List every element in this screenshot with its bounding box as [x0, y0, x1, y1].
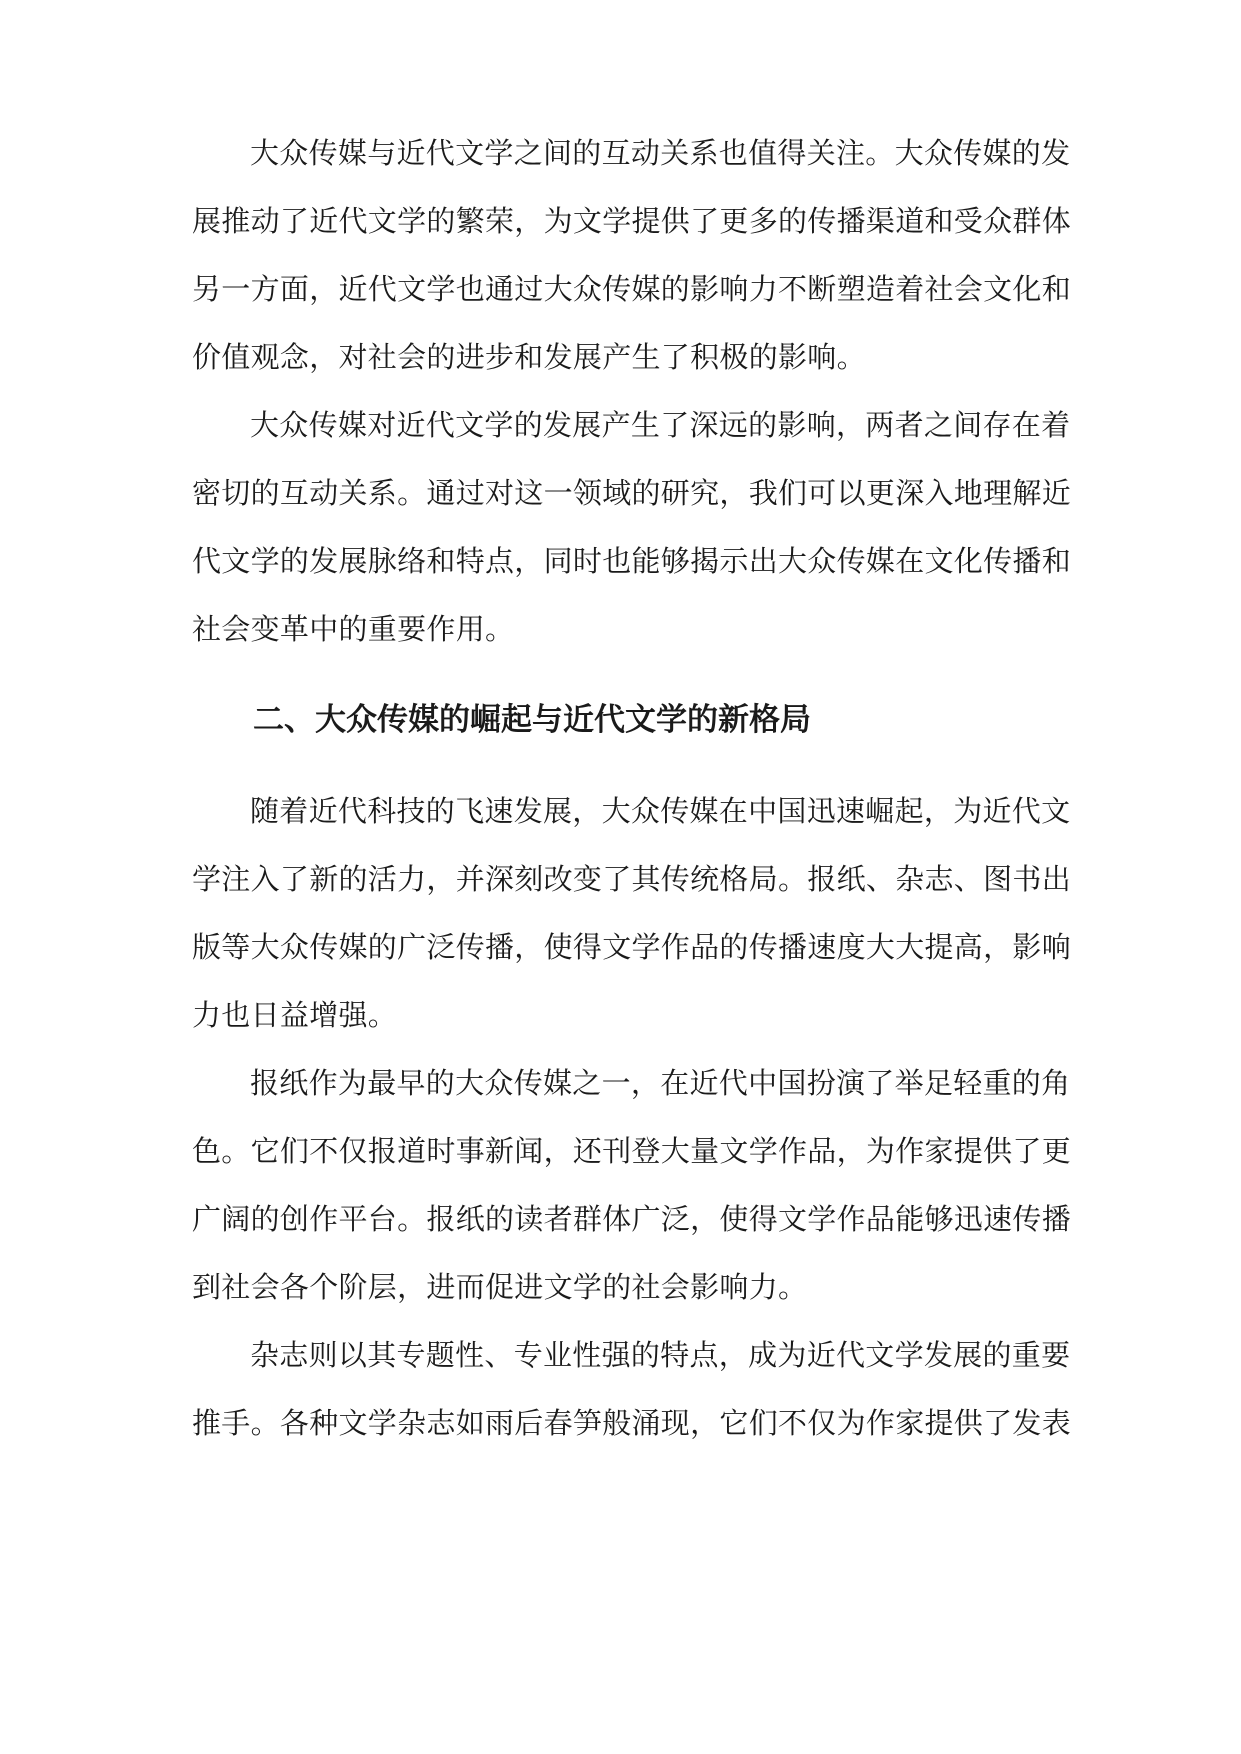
- paragraph-line: 展推动了近代文学的繁荣，为文学提供了更多的传播渠道和受众群体: [192, 204, 1072, 238]
- paragraph-line: 广阔的创作平台。报纸的读者群体广泛，使得文学作品能够迅速传播: [192, 1202, 1072, 1236]
- paragraph-line: 到社会各个阶层，进而促进文学的社会影响力。: [192, 1270, 808, 1304]
- paragraph-line: 版等大众传媒的广泛传播，使得文学作品的传播速度大大提高，影响: [192, 930, 1072, 964]
- paragraph-line: 学注入了新的活力，并深刻改变了其传统格局。报纸、杂志、图书出: [192, 862, 1072, 896]
- paragraph-line: 密切的互动关系。通过对这一领域的研究，我们可以更深入地理解近: [192, 476, 1072, 510]
- paragraph-line: 大众传媒与近代文学之间的互动关系也值得关注。大众传媒的发: [250, 136, 1071, 170]
- paragraph-line: 另一方面，近代文学也通过大众传媒的影响力不断塑造着社会文化和: [192, 272, 1072, 306]
- paragraph-line: 代文学的发展脉络和特点，同时也能够揭示出大众传媒在文化传播和: [192, 544, 1072, 578]
- section-heading: 二、大众传媒的崛起与近代文学的新格局: [253, 702, 811, 738]
- paragraph-line: 随着近代科技的飞速发展，大众传媒在中国迅速崛起，为近代文: [250, 794, 1071, 828]
- paragraph-line: 价值观念，对社会的进步和发展产生了积极的影响。: [192, 340, 866, 374]
- paragraph-line: 推手。各种文学杂志如雨后春笋般涌现，它们不仅为作家提供了发表: [192, 1406, 1072, 1440]
- paragraph-line: 力也日益增强。: [192, 998, 398, 1032]
- paragraph-line: 报纸作为最早的大众传媒之一，在近代中国扮演了举足轻重的角: [250, 1066, 1071, 1100]
- paragraph-line: 色。它们不仅报道时事新闻，还刊登大量文学作品，为作家提供了更: [192, 1134, 1072, 1168]
- paragraph-line: 社会变革中的重要作用。: [192, 612, 515, 646]
- paragraph-line: 杂志则以其专题性、专业性强的特点，成为近代文学发展的重要: [250, 1338, 1071, 1372]
- paragraph-line: 大众传媒对近代文学的发展产生了深远的影响，两者之间存在着: [250, 408, 1071, 442]
